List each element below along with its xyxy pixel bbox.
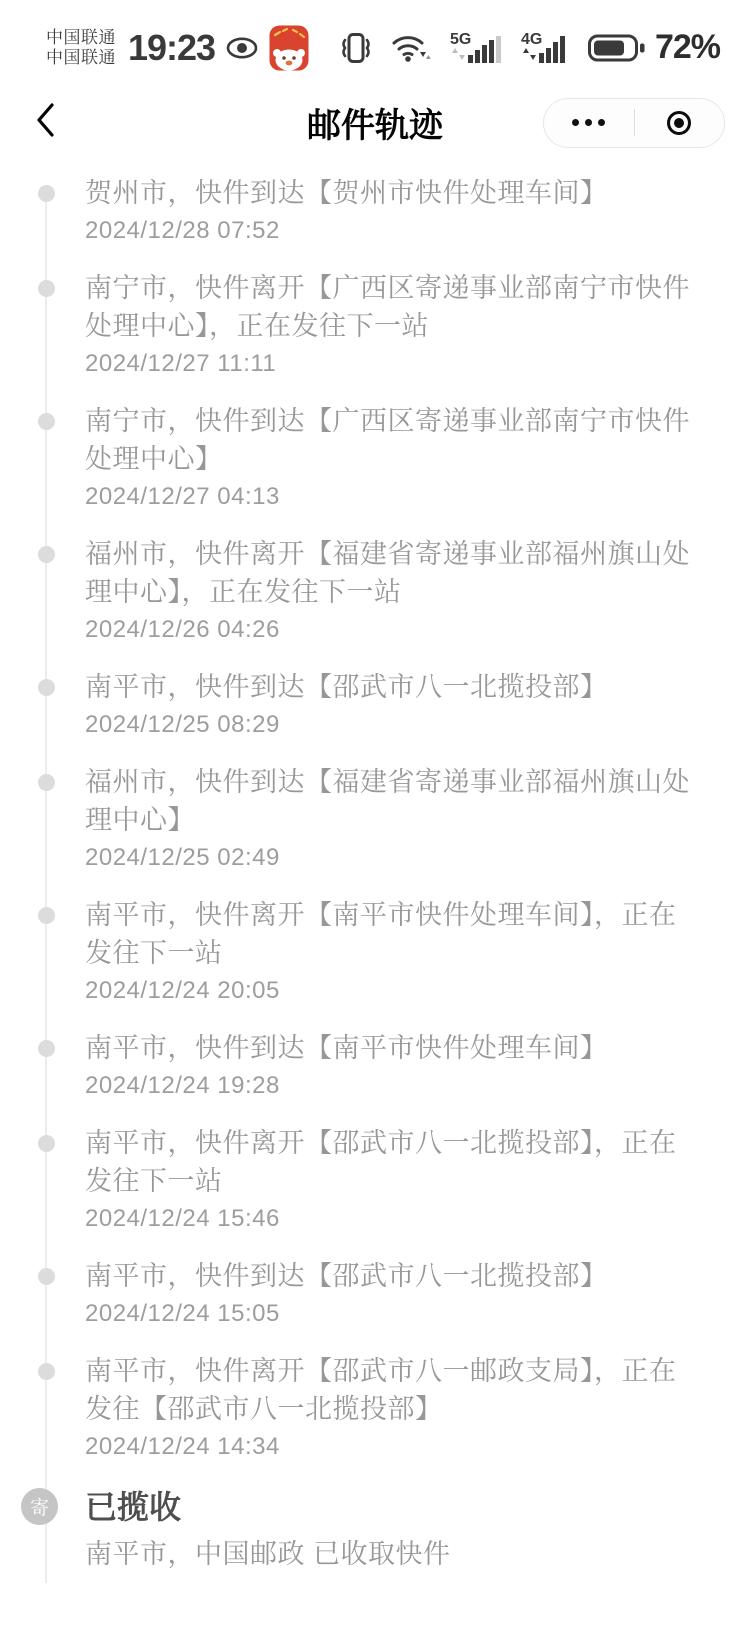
carrier-name bbox=[46, 28, 116, 68]
timeline-dot-icon bbox=[38, 907, 55, 924]
wifi-icon bbox=[391, 32, 431, 64]
timeline-dot-icon bbox=[38, 546, 55, 563]
event-timestamp: 2024/12/24 19:28 bbox=[85, 1072, 280, 1099]
event-description: 贺州市，快件到达【贺州市快件处理车间】 bbox=[85, 178, 608, 208]
event-timestamp: 2024/12/27 04:13 bbox=[85, 483, 280, 510]
battery-percent: 72% bbox=[654, 28, 720, 66]
event-description: 福州市，快件到达【福建省寄递事业部福州旗山处理中心】 bbox=[85, 767, 690, 835]
battery-icon bbox=[588, 34, 646, 62]
event-timestamp: 2024/12/24 15:46 bbox=[85, 1205, 280, 1232]
event-timestamp: 2024/12/28 07:52 bbox=[85, 217, 280, 244]
more-button[interactable] bbox=[544, 99, 634, 147]
event-description: 南平市，快件离开【南平市快件处理车间】，正在发往下一站 bbox=[85, 900, 677, 968]
timeline-item bbox=[85, 260, 695, 393]
event-description: 南平市，快件到达【南平市快件处理车间】 bbox=[85, 1033, 608, 1063]
app-badge-icon bbox=[269, 25, 309, 71]
event-description: 南平市，快件到达【邵武市八一北揽投部】 bbox=[85, 1261, 608, 1291]
event-description: 南平市，快件离开【邵武市八一邮政支局】，正在发往【邵武市八一北揽投部】 bbox=[85, 1356, 677, 1424]
timeline-dot-icon bbox=[38, 280, 55, 297]
page-title: 邮件轨迹 bbox=[307, 107, 443, 145]
event-timestamp: 2024/12/27 11:11 bbox=[85, 350, 277, 377]
timeline-item bbox=[85, 1343, 695, 1476]
timeline-dot-icon bbox=[38, 1040, 55, 1057]
timeline-dot-icon bbox=[38, 1268, 55, 1285]
collected-status-title: 已揽收 bbox=[85, 1489, 182, 1525]
carrier-line1: 中国联通 bbox=[46, 27, 116, 47]
event-timestamp: 2024/12/24 15:05 bbox=[85, 1300, 280, 1327]
status-icons-right bbox=[330, 28, 720, 67]
timeline-item bbox=[85, 526, 695, 659]
eye-icon bbox=[225, 36, 259, 60]
event-description: 南宁市，快件离开【广西区寄递事业部南宁市快件处理中心】，正在发往下一站 bbox=[85, 273, 690, 341]
timeline-item bbox=[85, 1020, 695, 1115]
event-description: 福州市，快件离开【福建省寄递事业部福州旗山处理中心】，正在发往下一站 bbox=[85, 539, 690, 607]
event-description: 南平市，快件离开【邵武市八一北揽投部】，正在发往下一站 bbox=[85, 1128, 677, 1196]
status-bar bbox=[0, 0, 750, 85]
event-timestamp: 2024/12/26 04:26 bbox=[85, 616, 280, 643]
timeline-dot-icon bbox=[38, 774, 55, 791]
event-description: 南宁市，快件到达【广西区寄递事业部南宁市快件处理中心】 bbox=[85, 406, 690, 474]
timeline-item bbox=[85, 887, 695, 1020]
event-timestamp: 2024/12/24 20:05 bbox=[85, 977, 280, 1004]
vibrate-icon bbox=[340, 31, 372, 65]
collected-status-description: 南平市，中国邮政 已收取快件 bbox=[85, 1539, 451, 1569]
timeline-item bbox=[85, 165, 695, 260]
capsule-target-icon bbox=[667, 111, 691, 135]
event-timestamp: 2024/12/25 02:49 bbox=[85, 844, 280, 871]
miniprogram-capsule bbox=[543, 98, 725, 148]
label-4g: 4G bbox=[520, 30, 543, 48]
timeline-dot-icon bbox=[38, 185, 55, 202]
timeline-final-item bbox=[29, 1476, 695, 1583]
carrier-line2: 中国联通 bbox=[46, 47, 116, 67]
nav-bar bbox=[0, 85, 750, 160]
timeline-dot-icon bbox=[38, 679, 55, 696]
timeline-dot-icon bbox=[38, 1135, 55, 1152]
timeline-item bbox=[85, 1248, 695, 1343]
timeline-dot-icon bbox=[38, 413, 55, 430]
status-time: 19:23 bbox=[128, 26, 216, 68]
timeline-item bbox=[85, 659, 695, 754]
timeline-item bbox=[85, 393, 695, 526]
event-timestamp: 2024/12/24 14:34 bbox=[85, 1433, 280, 1460]
event-timestamp: 2024/12/25 08:29 bbox=[85, 711, 280, 738]
label-5g: 5G bbox=[449, 30, 472, 48]
signal-4g-icon bbox=[521, 29, 569, 67]
signal-5g-icon bbox=[450, 29, 502, 67]
close-minimize-button[interactable] bbox=[635, 99, 725, 147]
timeline-item bbox=[85, 754, 695, 887]
event-description: 南平市，快件到达【邵武市八一北揽投部】 bbox=[85, 672, 608, 702]
more-ellipsis-icon bbox=[572, 119, 605, 126]
timeline-dot-icon bbox=[38, 1363, 55, 1380]
timeline-item bbox=[85, 1115, 695, 1248]
tracking-timeline bbox=[0, 160, 750, 1583]
sender-badge-icon: 寄 bbox=[21, 1488, 58, 1525]
